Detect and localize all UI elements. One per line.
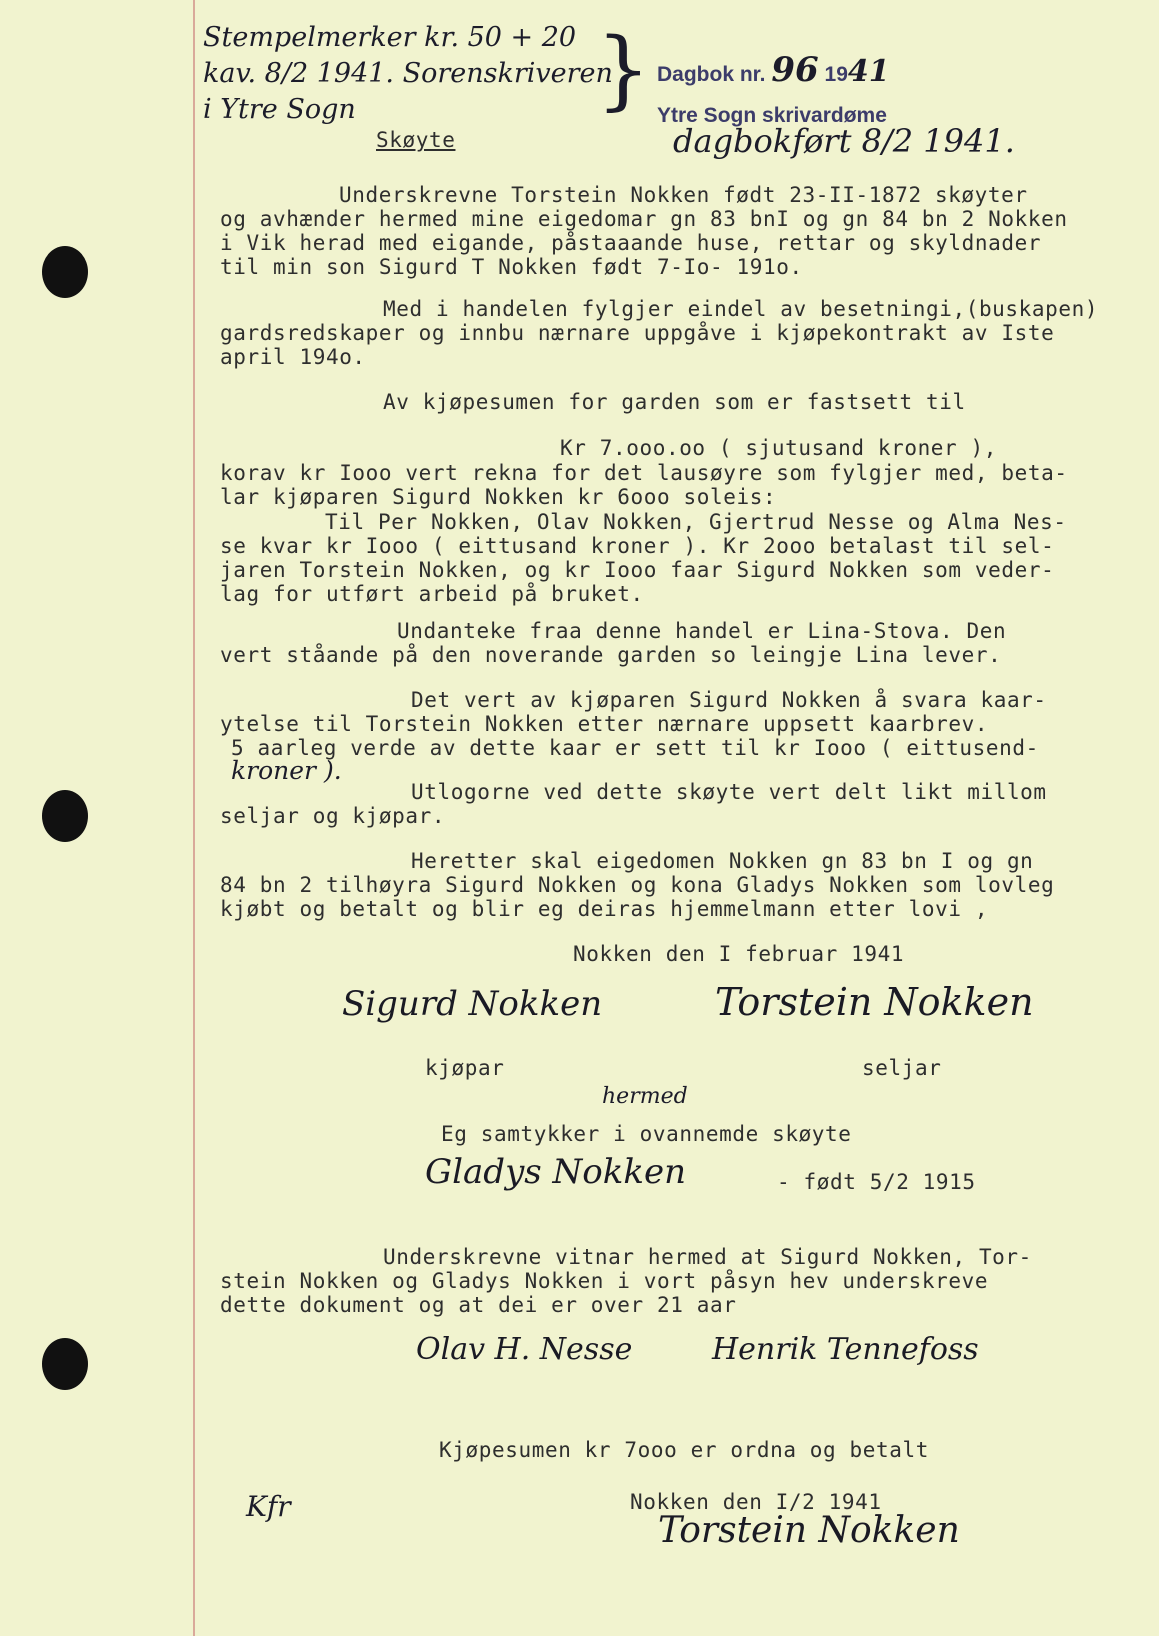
stamp-duty-line-2: kav. 8/2 1941. Sorenskriveren — [203, 58, 613, 89]
buyer-signature: Sigurd Nokken — [342, 984, 603, 1024]
body-line: gardsredskaper og innbu nærnare uppgåve i kjøpekontrakt av Iste — [220, 321, 1055, 345]
payment-place-date: Nokken den I/2 1941 — [630, 1490, 882, 1514]
consent-line: Eg samtykker i ovannemde skøyte — [441, 1122, 852, 1146]
body-line: Det vert av kjøparen Sigurd Nokken å svara kaar- — [411, 688, 1047, 712]
witness-line: Underskrevne vitnar hermed at Sigurd Nokken, Tor- — [383, 1245, 1032, 1269]
consent-born: - født 5/2 1915 — [777, 1170, 976, 1194]
registered-note: dagbokført 8/2 1941. — [673, 122, 1015, 160]
document-title: Skøyte — [376, 128, 456, 152]
punch-hole — [42, 246, 88, 298]
body-line: korav kr Iooo vert rekna for det lausøyre som fylgjer med, beta- — [220, 461, 1068, 485]
witness-signature: Henrik Tennefoss — [712, 1332, 979, 1367]
purchase-sum-line: Kr 7.ooo.oo ( sjutusand kroner ), — [560, 436, 998, 460]
dagbok-number: 96 — [771, 50, 819, 90]
body-line: se kvar kr Iooo ( eittusand kroner ). Kr 2ooo betalast til sel- — [220, 534, 1055, 558]
punch-hole — [42, 790, 88, 842]
body-line: i Vik herad med eigande, påstaaande huse, rettar og skyldnader — [220, 231, 1042, 255]
buyer-label: kjøpar — [425, 1056, 505, 1080]
body-line: 84 bn 2 tilhøyra Sigurd Nokken og kona Gladys Nokken som lovleg — [220, 873, 1055, 897]
margin-line — [193, 0, 195, 1636]
body-line: april 194o. — [220, 345, 366, 369]
body-line: 5 aarleg verde av dette kaar er sett til kr Iooo ( eittusend- — [231, 736, 1039, 760]
payment-initials: Kfr — [246, 1490, 291, 1523]
witness-line: dette dokument og at dei er over 21 aar — [220, 1293, 737, 1317]
payment-line: Kjøpesumen kr 7ooo er ordna og betalt — [439, 1438, 929, 1462]
consent-signature: Gladys Nokken — [425, 1152, 686, 1192]
body-line: seljar og kjøpar. — [220, 804, 446, 828]
punch-hole — [42, 1338, 88, 1390]
body-line: Med i handelen fylgjer eindel av besetningi,(buskapen) — [383, 297, 1099, 321]
payment-signature: Torstein Nokken — [658, 1510, 960, 1551]
body-line: Underskrevne Torstein Nokken født 23-II-1872 skøyter — [339, 183, 1028, 207]
dagbok-year-suffix: 41 — [847, 54, 890, 89]
seller-label: seljar — [862, 1056, 942, 1080]
body-line: Til Per Nokken, Olav Nokken, Gjertrud Nesse og Alma Nes- — [325, 510, 1067, 534]
body-line: lag for utført arbeid på bruket. — [220, 582, 644, 606]
dagbok-year-prefix: 19 — [824, 63, 848, 86]
body-line: og avhænder hermed mine eigedomar gn 83 bnI og gn 84 bn 2 Nokken — [220, 207, 1068, 231]
place-date: Nokken den I februar 1941 — [573, 942, 905, 966]
body-line: ytelse til Torstein Nokken etter nærnare uppsett kaarbrev. — [220, 712, 989, 736]
witness-line: stein Nokken og Gladys Nokken i vort påsyn hev underskreve — [220, 1269, 989, 1293]
body-line: Undanteke fraa denne handel er Lina-Stova. Den — [397, 619, 1007, 643]
stamp-duty-line-3: i Ytre Sogn — [203, 94, 356, 125]
body-line: jaren Torstein Nokken, og kr Iooo faar Sigurd Nokken som veder- — [220, 558, 1055, 582]
seller-signature: Torstein Nokken — [715, 980, 1034, 1024]
body-line-handwritten: kroner ). — [231, 756, 342, 785]
witness-signature: Olav H. Nesse — [416, 1332, 633, 1367]
body-line: Utlogorne ved dette skøyte vert delt likt millom — [411, 780, 1047, 804]
inserted-word: hermed — [602, 1084, 688, 1109]
body-line: kjøbt og betalt og blir eg deiras hjemmelmann etter lovi , — [220, 897, 989, 921]
dagbok-label: Dagbok nr. — [657, 63, 766, 86]
body-line: vert ståande på den noverande garden so leingje Lina lever. — [220, 643, 1002, 667]
body-line: Heretter skal eigedomen Nokken gn 83 bn I og gn — [411, 849, 1034, 873]
dagbok-stamp — [657, 50, 890, 90]
body-line: lar kjøparen Sigurd Nokken kr 6ooo soleis: — [220, 485, 777, 509]
brace-mark: } — [596, 20, 651, 120]
office-stamp: Ytre Sogn skrivardøme — [657, 104, 887, 127]
body-line: til min son Sigurd T Nokken født 7-Io- 191o. — [220, 255, 803, 279]
body-line: Av kjøpesumen for garden som er fastsett til — [383, 390, 966, 414]
stamp-duty-line-1: Stempelmerker kr. 50 + 20 — [203, 22, 577, 53]
